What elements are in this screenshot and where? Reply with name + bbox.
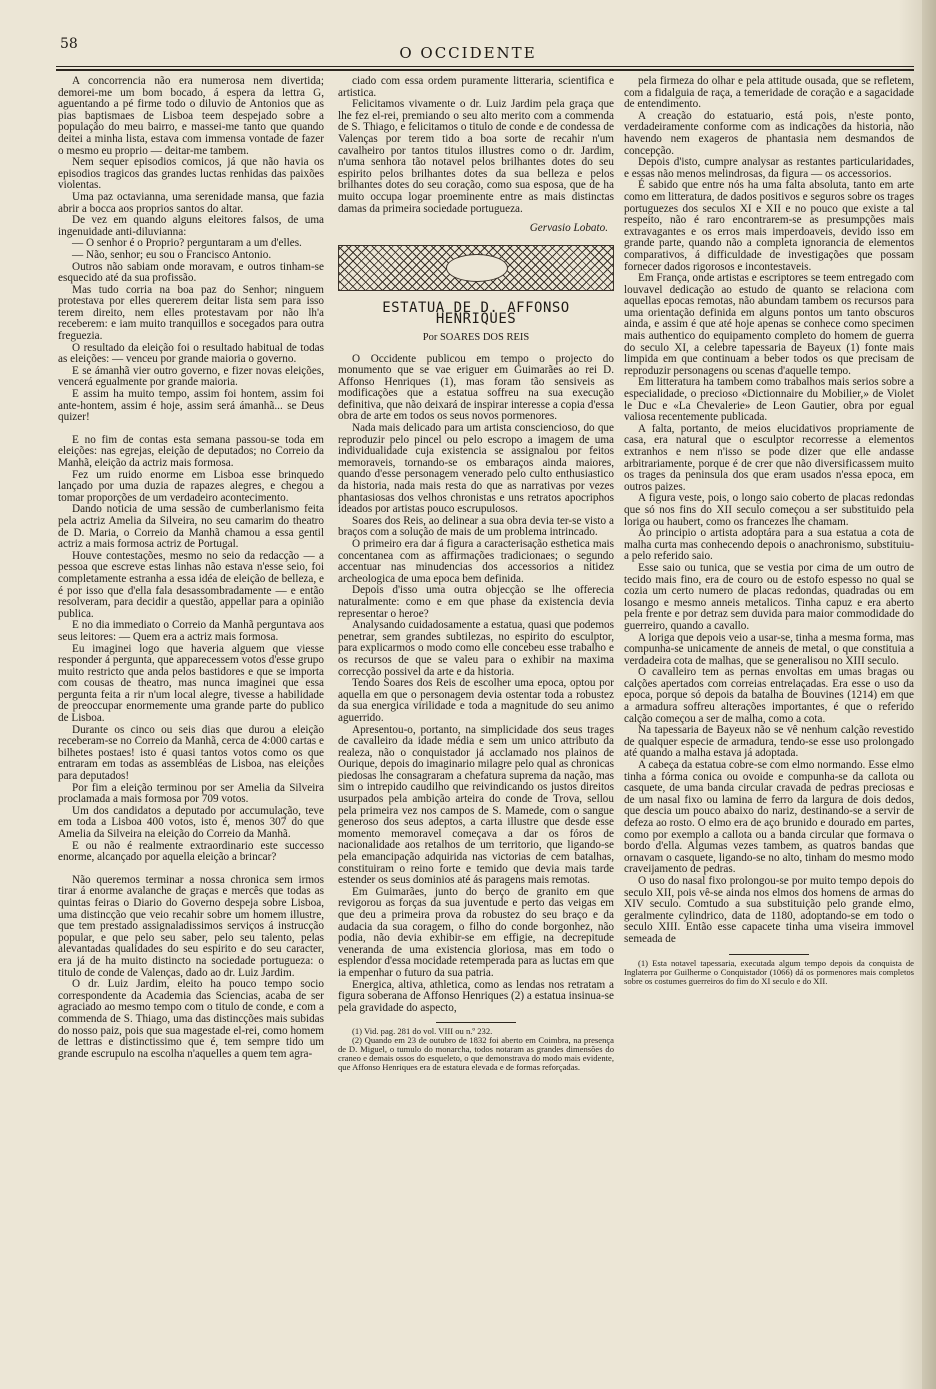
paragraph: Analysando cuidadosamente a estatua, quasi que podemos penetrar, sem grandes subtilezas, no espirito do esculptor, para explicarmos o modo como elle concebeu esse trabalho e os recursos de que se valeu para o exhibir na maxima correcção possivel da arte e da historia. — [338, 619, 614, 678]
paragraph: A concorrencia não era numerosa nem divertida; demorei-me um bom bocado, á espera da lettra G, aguentando a pé firme todo o diluvio de Antonios que as pias baptismaes de Lisboa teem despejado sobre a população do meu bairro, e massei-me tanto que quando deitei a minha lista, estava com immensa vontade de fazer o mesmo eu proprio — deitar-me tambem. — [58, 76, 324, 157]
decorative-ornament — [338, 245, 614, 291]
footnote-rule — [436, 1022, 516, 1023]
paragraph: Mas tudo corria na boa paz do Senhor; ninguem protestava por elles quererem deitar lista sem para isso terem direito, nem elles protestavam por não lh'a receberem: e iam muito tranquillos e socegados para outra freguezia. — [58, 283, 324, 343]
paragraph: A loriga que depois veio a usar-se, tinha a mesma forma, mas compunha-se unicamente de anneis de metal, o que constituia a verdadeira cota de malhas, que se generalisou no XIII seculo. — [624, 631, 914, 667]
paragraph: É sabido que entre nós ha uma falta absoluta, tanto em arte como em litteratura, de dados positivos e seguros sobre os trages portuguezes dos seculos XI e XII e no pouco que existe a tal respeito, não é raro encontrarem-se as presumpções mais extravagantes e os erros mais imperdoaveis, devido isso em grande parte, quando não a completa ignorancia de elementos comparativos, á difficuldade de investigações que possam fornecer dados rigorosos e incontestaveis. — [624, 179, 914, 273]
paragraph: Na tapessaria de Bayeux não se vê nenhum calção revestido de qualquer especie de armadura, tendo-se esse uso prolongado até quando a malha estava já adoptada. — [624, 724, 914, 760]
paragraph: E ou não é realmente extraordinario este successo enorme, alcançado por aquella eleição a brincar? — [58, 839, 324, 864]
paragraph: O Occidente publicou em tempo o projecto do monumento que se vae eriguer em Guimarães ao rei D. Affonso Henriques (1), mas foram tão sensiveis as modificações que a estatua soffreu na sua execução definitiva, que não deixará de inspirar interesse a copia d'essa obra de arte em todos os seus novos pormenores. — [338, 352, 614, 423]
footnote: (1) Vid. pag. 281 do vol. VIII ou n.º 232. — [352, 1026, 493, 1037]
paragraph: Nada mais delicado para um artista consciencioso, do que reproduzir pelo pincel ou pelo escropo a imagem de uma individualidade cuja existencia se assignalou por feitos memoraveis, tornando-se os embaraços ainda maiores, quando d'esse personagem venerado pelo culto enthusiastico da historia, nada mais resta do que as narrativas por vezes phantasiosas dos velhos chronistas e uns retratos apocriphos ideados por artistas pouco escrupulosos. — [338, 422, 614, 516]
paragraph: O resultado da eleição foi o resultado habitual de todas as eleições: — venceu por grande maioria o governo. — [58, 341, 324, 366]
paragraph: Apresentou-o, portanto, na simplicidade dos seus trages de cavalleiro da idade média e sem um unico attributo da realeza, não o conquistador já acclamado nos plainos de Ourique, depois do imaginario milagre pelo qual as chronicas piedosas lhe consagraram a chefatura suprema da nação, mas sim o intrepido caudilho que reivindicando os justos direitos usurpados pela ambição arteira do conde de Trova, sellou pela primeira vez nos campos de S. Mamede, com o sangue generoso dos seus adeptos, a carta illustre que desde esse momento memoravel começava a dar os fóros de nacionalidade aos retalhos de um territorio, que ligando-se pela emancipação adquirida nas victorias de cem batalhas, constituiram o reino forte e temido que devia mais tarde estender os seus dominios até ás paragens mais remotas. — [338, 723, 614, 887]
paragraph: Soares dos Reis, ao delinear a sua obra devia ter-se visto a braços com a solução de mais de um problema intrincado. — [338, 514, 614, 539]
paragraph: E no dia immediato o Correio da Manhã perguntava aos seus leitores: — Quem era a actriz mais formosa. — [58, 619, 324, 643]
paragraph: Uma paz octavianna, uma serenidade mansa, que fazia abrir a bocca aos proprios santos do altar. — [58, 190, 324, 215]
paragraph: Durante os cinco ou seis dias que durou a eleição receberam-se no Correio da Manhã, cerca de 4:000 cartas e bilhetes postaes! isto é quasi tantos votos como os que entraram em todas as assembléas de Lisboa, nas eleições para deputados! — [58, 723, 324, 783]
paragraph: Nem sequer episodios comicos, já que não havia os episodios tragicos das grandes luctas renhidas das paixões violentas. — [58, 156, 324, 192]
paragraph: Felicitamos vivamente o dr. Luiz Jardim pela graça que lhe fez el-rei, premiando o seu alto merito com a commenda de S. Thiago, e felicitamos o titulo de conde e de condessa de Valenças por terem tido a boa sorte de recahir n'um cavalheiro por tantos titulos illustres como o dr. Jardim, n'uma senhora tão notavel pelos brilhantes dotes do seu espirito pelos brilhantes dotes da sua belleza e pelos brilhantes dotes do seu coração, como sua esposa, que de ha muito occupa logar proeminente entre as mais distinctas damas da primeira sociedade portugueza. — [338, 98, 614, 215]
page-spine-shadow — [922, 0, 936, 1389]
signature: Gervasio Lobato. — [529, 222, 608, 235]
paragraph: Dando noticia de uma sessão de cumberlanismo feita pela actriz Amelia da Silveira, no seu camarim do theatro de D. Maria, o Correio da Manhã chamou a essa gentil actriz a mais formosa actriz de Portugal. — [58, 503, 324, 551]
article-byline: Por SOARES DOS REIS — [422, 331, 530, 343]
page-number: 58 — [60, 36, 78, 52]
paragraph: Depois d'isto, cumpre analysar as restantes particularidades, e essas não menos melindrosas, da figura — os accessorios. — [624, 156, 914, 180]
header-rule — [56, 66, 914, 67]
paragraph: Energica, altiva, athletica, como as lendas nos retratam a figura soberana de Affonso Henriques (2) a estatua insinua-se pela gravidade do aspecto, — [338, 978, 614, 1014]
paragraph: Outros não sabiam onde moravam, e outros tinham-se esquecido até da sua profissão. — [58, 260, 324, 285]
paragraph: De vez em quando alguns eleitores falsos, de uma ingenuidade anti-diluvianna: — [58, 214, 324, 238]
paragraph: Em litteratura ha tambem como trabalhos mais serios sobre a especialidade, o precioso «Dictionnaire du Mobilier,» de Violet le Duc e «La Chevalerie» de Leon Gautier, obra por egual valiosa recentemente publicada. — [624, 376, 914, 424]
paragraph: A cabeça da estatua cobre-se com elmo normando. Esse elmo tinha a fórma conica ou ovoide e compunha-se da callota ou casquete, de uma banda circular cravada de pedras preciosas e de um nasal fixo ou lamina de ferro da largura de dois dedos, que descia um pouco abaixo do nariz, destinando-se a servir de defeza ao rosto. O elmo era de aço brunido e dourado em partes, como por exemplo a callota ou a banda circular que formava o bordo d'ella. Algumas vezes tambem, as quatros bandas que ornavam o casquete, ligando-se no alto, tinham do mesmo modo craveijamento de pedras. — [624, 759, 914, 876]
paragraph: Um dos candidatos a deputado por accumulação, teve em toda a Lisboa 400 votos, isto é, menos 307 do que Amelia da Silveira na eleição do Correio da Manhã. — [58, 804, 324, 840]
paragraph: Eu imaginei logo que haveria alguem que viesse responder á pergunta, que apparecessem votos d'esse grupo muito restricto que anda pelos bastidores e que se importa com cousas de theatro, mas nunca imaginei que essa pergunta feita a rir n'um local alegre, tivesse a habilidade de preoccupar enormemente uma grande parte do publico de Lisboa. — [58, 642, 324, 725]
paragraph: Depois d'isso uma outra objecção se lhe offerecia naturalmente: como e em que phase da existencia devia representar o heroe? — [338, 584, 614, 620]
paragraph: — Não, senhor; eu sou o Francisco Antonio. — [72, 248, 272, 261]
column-3-body — [624, 76, 914, 946]
paragraph: Por fim a eleição terminou por ser Amelia da Silveira proclamada a mais formosa por 709 votos. — [58, 781, 324, 806]
column-3-footnotes — [624, 959, 914, 986]
paragraph: A falta, portanto, de meios elucidativos propriamente de casa, era natural que o esculptor recorresse a elementos extranhos e nem n'isso se pode dizer que elle andasse arbitrariamente, porque é de crer que não diversificassem muito os trages da peninsula dos que eram usados n'essa epoca, em outros paizes. — [624, 422, 914, 493]
article-title: ESTATUA DE D. AFFONSO HENRIQUES — [382, 299, 570, 328]
header-rule-thick — [56, 69, 914, 71]
footnote: (2) Quando em 23 de outubro de 1832 foi aberto em Coimbra, na presença de D. Miguel, o tumulo do monarcha, todos notaram as grandes dimensões do craneo e demais ossos do esqueleto, o que demonstrava do modo mais evidente, que Affonso Henriques era de estatura elevada e de formas reforçadas. — [338, 1035, 614, 1073]
paragraph: — O senhor é o Proprio? perguntaram a um d'elles. — [72, 237, 302, 250]
paragraph: Houve contestações, mesmo no seio da redacção — a pessoa que escreve estas linhas não estava n'esse seio, foi completamente estranha a essa idéa de eleição de belleza, e é por isso que d'ella fala desassombradamente — e então resolveram, para decidir a questão, appellar para a opinião publica. — [58, 549, 324, 620]
paragraph: O uso do nasal fixo prolongou-se por muito tempo depois do seculo XII, pois vê-se ainda nos elmos dos homens de armas do XIV seculo. Comtudo a sua substituição pelo grande elmo, geralmente cylindrico, data de 1180, adoptando-se em todo o seculo XIII. Então esse capacete tinha uma viseira immovel semeada de — [624, 874, 914, 945]
paragraph: ciado com essa ordem puramente litteraria, scientifica e artistica. — [338, 76, 614, 99]
paragraph: Em França, onde artistas e escriptores se teem entregado com louvavel dedicação ao estudo de quanto se relaciona com aquellas epocas remotas, não abundam tambem os recursos para uma orientação definida em alguns pontos um tanto obscuros ainda, e assim é que até hoje apenas se conhece como specimen mais authentico do equipamento completo do homem de guerra do seculo XI, a celebre tapessaria de Bayeux (1) fonte mais limpida em que continuam a beber todos os que precisam de reproduzir personagens ou scenas d'aquelle tempo. — [624, 272, 914, 377]
paragraph: Ao principio o artista adoptára para a sua estatua a cota de malha curta mas conhecendo depois o anachronismo, substituiu-a pelo referido saio. — [624, 527, 914, 563]
paragraph: O primeiro era dar á figura a caracterisação esthetica mais concentanea com as affirmações tradicionaes; o segundo accentuar nas minudencias dos accessorios a nitidez archeologica de uma epoca bem definida. — [338, 538, 614, 585]
article-body — [338, 354, 614, 1015]
paragraph: Fez um ruido enorme em Lisboa esse brinquedo lançado por uma duzia de rapazes alegres, e chegou a tomar proporções de um verdadeiro acontecimento. — [58, 468, 324, 504]
paragraph: Em Guimarães, junto do berço de granito em que revigorou as forças da sua juventude e perto das veigas em que deu a primeira prova da robustez do seu braço e da audacia da sua coragem, o filho do conde borgonhez, não podia, não devia exhibir-se em effigie, na decrepitude veneranda de uma existencia gloriosa, mas em todo o esplendor d'essa mocidade retemperada para as luctas em que ia empenhar o futuro da sua patria. — [338, 885, 614, 979]
footnote: (1) Esta notavel tapessaria, executada algum tempo depois da conquista de Inglaterra por Guilherme o Conquistador (1066) dá os pormenores mais completos sobre os costumes guerreiros do fim do XI seculo e do XII. — [624, 957, 914, 986]
paragraph: E se ámanhã vier outro governo, e fizer novas eleições, vencerá egualmente por grande maioria. — [58, 364, 324, 389]
column-3 — [624, 76, 914, 1366]
paragraph: Esse saio ou tunica, que se vestia por cima de um outro de tecido mais fino, era de couro ou de estofo espesso no qual se cozia um certo numero de placas redondas, quadradas ou em losango e mesmo anneis metalicos. Tinha capuz e era aberto pela frente e por detraz sem duvida para maior commodidade do guerreiro, quando a cavallo. — [624, 561, 914, 632]
paragraph: pela firmeza do olhar e pela attitude ousada, que se refletem, com a fidalguia de raça, a temeridade de coração e a sagacidade de entendimento. — [624, 76, 914, 111]
paragraph: E no fim de contas esta semana passou-se toda em eleições: nas egrejas, eleição de deputados; no Correio da Manhã, eleição da actriz mais formosa. — [58, 433, 324, 469]
column-2-chronicle-end — [338, 76, 614, 215]
paragraph: A figura veste, pois, o longo saio coberto de placas redondas que só nos fins do XII seculo começou a ser substituido pela loriga ou haubert, como os francezes lhe chamam. — [624, 492, 914, 528]
column-2-footnotes — [338, 1027, 614, 1072]
footnote-rule — [729, 954, 809, 955]
column-2 — [338, 76, 614, 1366]
paragraph: O dr. Luiz Jardim, eleito ha pouco tempo socio correspondente da Academia das Sciencias, acaba de ser agraciado ao mesmo tempo com o titulo de conde, e com a commenda de S. Thiago, uma das distincções mais subidas do nosso paiz, pois que sua magestade el-rei, como homem de lettras e distinctissimo que é, tem sempre tido um grande escrupulo na escolha n'aquelles a quem tem agra- — [58, 978, 324, 1060]
paragraph: Não queremos terminar a nossa chronica sem irmos tirar á enorme avalanche de graças e mercês que todas as quintas feiras o Diario do Governo despeja sobre Lisboa, uma distincção que veio recahir sobre um homem illustre, que tem prestado assignaladissimos serviços á instrucção popular, e que pelo seu saber, pelo seu talento, pelas alevantadas qualidades do seu espirito e do seu caracter, era já de ha muito distincto na sociedade portugueza: o titulo de conde de Valenças, dado ao dr. Luiz Jardim. — [58, 873, 324, 979]
column-1 — [58, 76, 324, 1366]
paragraph: E assim ha muito tempo, assim foi hontem, assim foi ante-hontem, assim é hoje, assim será ámanhã... se Deus quizer! — [58, 388, 324, 424]
running-title: O OCCIDENTE — [399, 44, 537, 62]
paragraph: O cavalleiro tem as pernas envoltas em umas bragas ou calções apertados com correias entrelaçadas. Era esse o uso da epoca, porque só depois da batalha de Bouvines (1214) em que a armadura soffreu alterações importantes, é que o referido calção começou a ser de malha, como a cota. — [624, 666, 914, 725]
paragraph: A creação do estatuario, está pois, n'este ponto, verdadeiramente conforme com as indicações da historia, não havendo nem exageros de phantasia nem desmandos de concepção. — [624, 109, 914, 157]
paragraph: Tendo Soares dos Reis de escolher uma epoca, optou por aquella em que o personagem devia ostentar toda a robustez da sua energica virilidade e toda a magnitude do seu animo aguerrido. — [338, 677, 614, 724]
